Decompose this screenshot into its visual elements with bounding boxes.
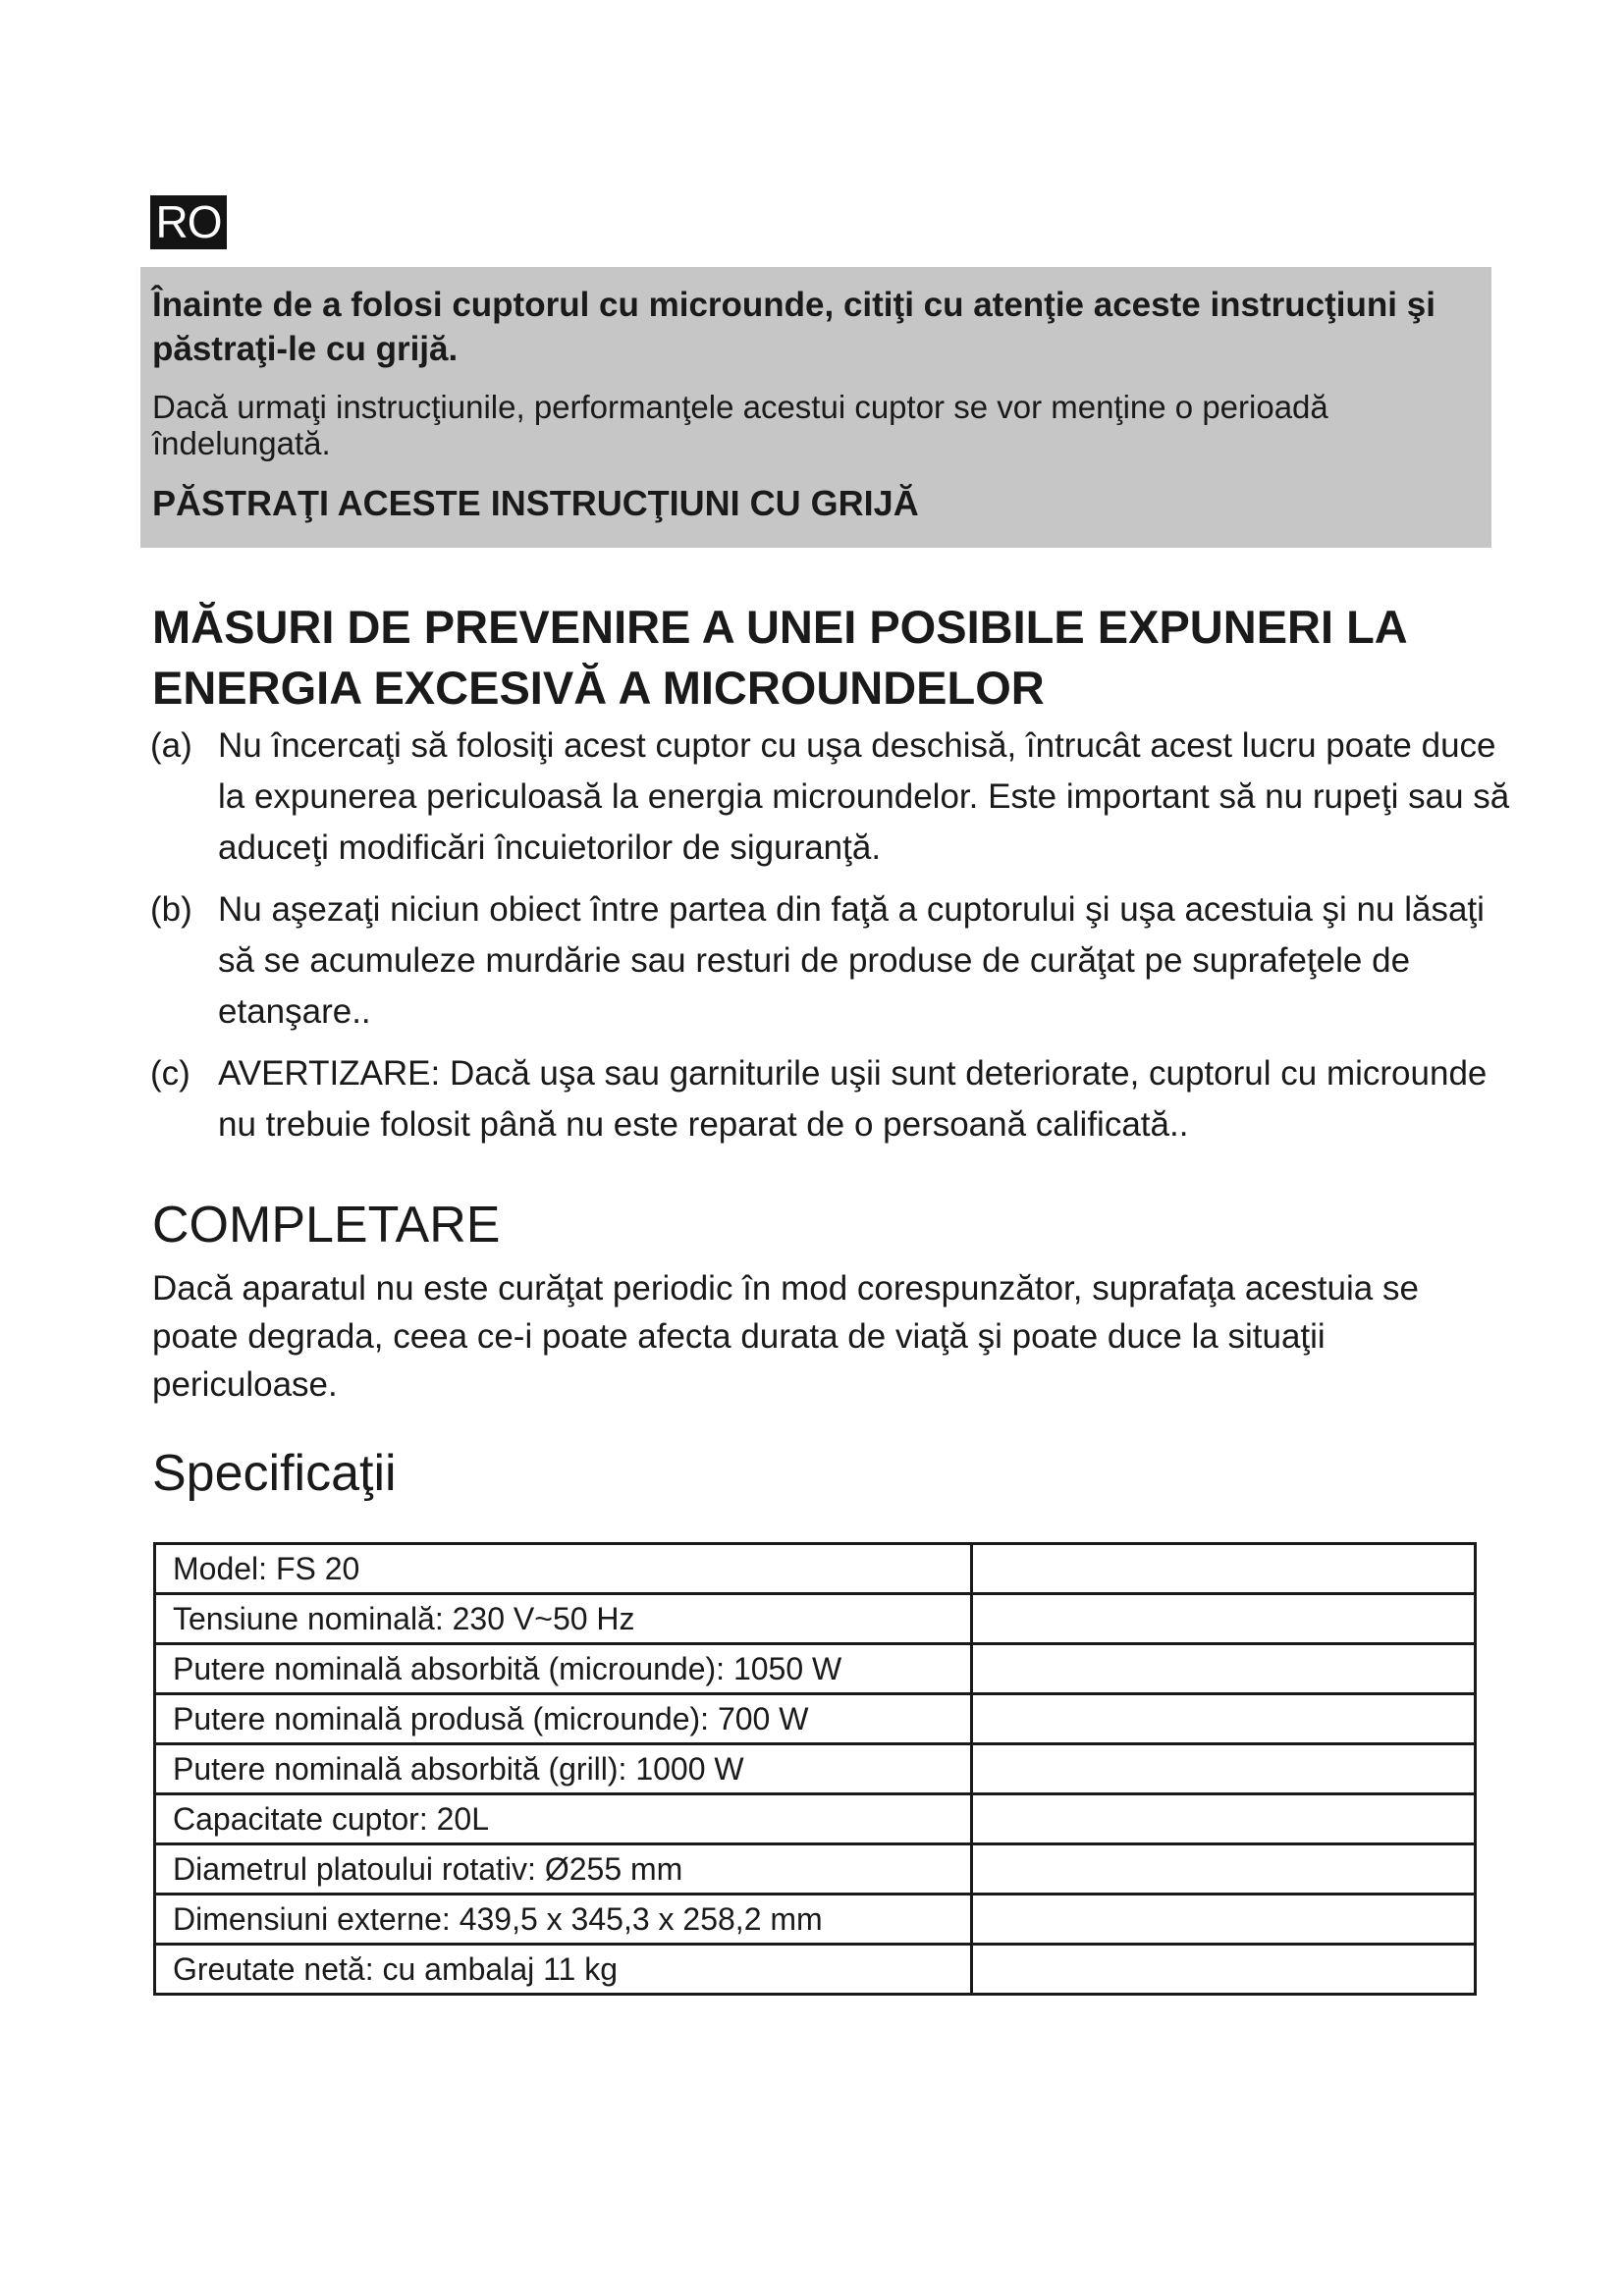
precaution-item bbox=[150, 1048, 1525, 1150]
notice-box bbox=[140, 267, 1491, 548]
spec-value bbox=[972, 1895, 1476, 1945]
spec-row bbox=[155, 1594, 1476, 1644]
spec-value bbox=[972, 1744, 1476, 1794]
precaution-marker: (a) bbox=[150, 726, 192, 765]
precaution-text: AVERTIZARE: Dacă uşa sau garniturile uşii sunt deteriorate, cuptorul cu microunde nu trebuie folosit până nu este reparat de o persoană calificată.. bbox=[218, 1054, 1488, 1144]
spec-value bbox=[972, 1644, 1476, 1694]
completare-text: Dacă aparatul nu este curăţat periodic în mod corespunzător, suprafaţa acestuia se poate degrada, ceea ce-i poate afecta durata de viaţă şi poate duce la situaţii periculoase. bbox=[152, 1269, 1419, 1404]
precaution-marker: (c) bbox=[150, 1054, 190, 1093]
spec-value bbox=[972, 1844, 1476, 1895]
spec-row bbox=[155, 1844, 1476, 1895]
spec-label: Putere nominală produsă (microunde): 700 W bbox=[155, 1694, 972, 1744]
precaution-text: Nu aşezaţi niciun obiect între partea din faţă a cuptorului şi uşa acestuia şi nu lăsaţi să se acumuleze murdărie sau resturi de produse de curăţat pe suprafeţele de etanşare.. bbox=[218, 890, 1485, 1031]
spec-row bbox=[155, 1794, 1476, 1844]
specifications-heading: Specificaţii bbox=[152, 1445, 397, 1502]
precaution-item bbox=[150, 884, 1525, 1038]
spec-label: Capacitate cuptor: 20L bbox=[155, 1794, 972, 1844]
spec-value bbox=[972, 1594, 1476, 1644]
spec-label: Dimensiuni externe: 439,5 x 345,3 x 258,2 mm bbox=[155, 1895, 972, 1945]
spec-value bbox=[972, 1794, 1476, 1844]
notice-caps-text: PĂSTRAŢI ACESTE INSTRUCŢIUNI CU GRIJĂ bbox=[152, 483, 919, 523]
spec-value bbox=[972, 1544, 1476, 1594]
spec-row bbox=[155, 1744, 1476, 1794]
spec-row bbox=[155, 1644, 1476, 1694]
spec-row bbox=[155, 1945, 1476, 1995]
completare-heading: COMPLETARE bbox=[152, 1197, 501, 1254]
spec-label: Tensiune nominală: 230 V~50 Hz bbox=[155, 1594, 972, 1644]
spec-label: Greutate netă: cu ambalaj 11 kg bbox=[155, 1945, 972, 1995]
specifications-table bbox=[153, 1542, 1477, 1996]
spec-label: Diametrul platoului rotativ: Ø255 mm bbox=[155, 1844, 972, 1895]
spec-row bbox=[155, 1895, 1476, 1945]
precaution-item bbox=[150, 721, 1525, 874]
precaution-marker: (b) bbox=[150, 890, 192, 929]
language-badge: RO bbox=[150, 195, 227, 249]
notice-normal-text: Dacă urmaţi instrucţiunile, performanţele acestui cuptor se vor menţine o perioadă îndelungată. bbox=[152, 389, 1328, 461]
spec-label: Model: FS 20 bbox=[155, 1544, 972, 1594]
spec-label: Putere nominală absorbită (grill): 1000 W bbox=[155, 1744, 972, 1794]
notice-bold-text: Înainte de a folosi cuptorul cu microunde, citiţi cu atenţie aceste instrucţiuni şi păstraţi-le cu grijă. bbox=[152, 286, 1435, 368]
spec-row bbox=[155, 1694, 1476, 1744]
spec-label: Putere nominală absorbită (microunde): 1050 W bbox=[155, 1644, 972, 1694]
precautions-list bbox=[150, 721, 1525, 1161]
precaution-text: Nu încercaţi să folosiţi acest cuptor cu uşa deschisă, întrucât acest lucru poate duce la expunerea periculoasă la energia microundelor. Este important să nu rupeţi sau să aduceţi modificări încuietorilor de siguranţă. bbox=[218, 726, 1510, 867]
precautions-heading: MĂSURI DE PREVENIRE A UNEI POSIBILE EXPUNERI LA ENERGIA EXCESIVĂ A MICROUNDELOR bbox=[152, 601, 1407, 714]
spec-value bbox=[972, 1945, 1476, 1995]
spec-row bbox=[155, 1544, 1476, 1594]
spec-value bbox=[972, 1694, 1476, 1744]
